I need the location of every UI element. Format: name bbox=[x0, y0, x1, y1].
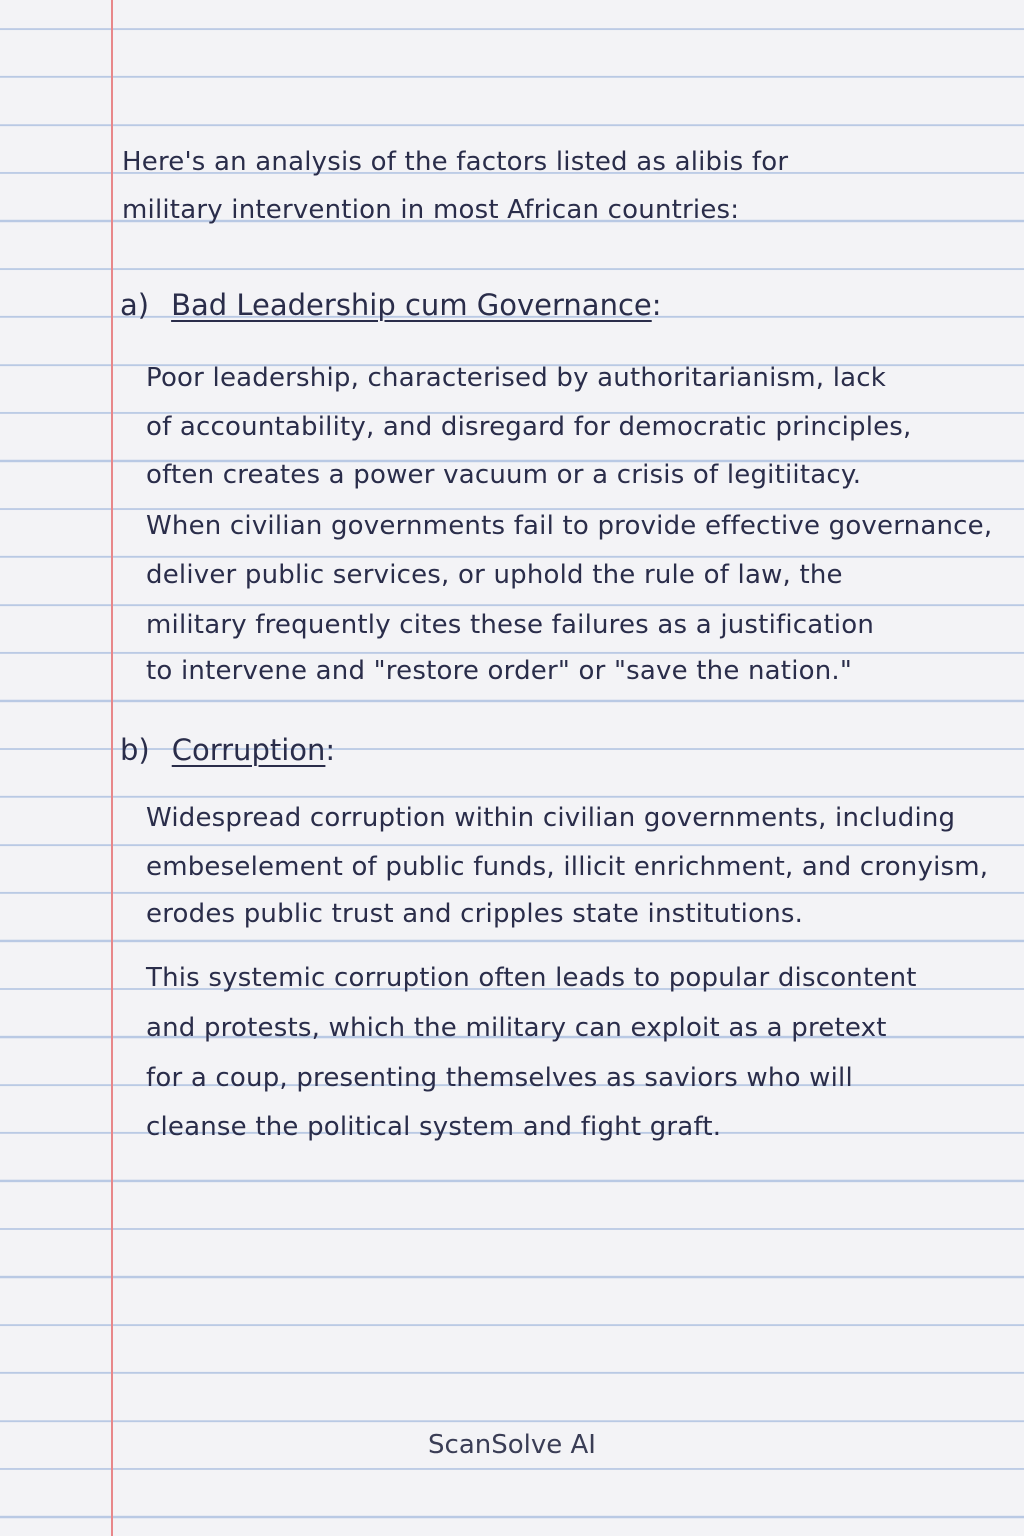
section-a-line-5: deliver public services, or uphold the rule of law, the bbox=[146, 560, 843, 590]
section-a-heading bbox=[120, 288, 662, 322]
section-a-marker: a) bbox=[120, 288, 150, 322]
section-a-colon: : bbox=[651, 288, 662, 322]
margin-line bbox=[111, 0, 113, 1536]
section-b-marker: b) bbox=[120, 733, 150, 767]
footer-brand: ScanSolve AI bbox=[428, 1430, 596, 1460]
section-a-line-3: often creates a power vacuum or a crisis of legitiitacy. bbox=[146, 460, 862, 490]
section-b-heading bbox=[120, 733, 335, 767]
section-b-line-6: for a coup, presenting themselves as saviors who will bbox=[146, 1063, 853, 1093]
section-a-line-7: to intervene and "restore order" or "save the nation." bbox=[146, 656, 853, 686]
section-b-colon: : bbox=[325, 733, 336, 767]
section-b-line-4: This systemic corruption often leads to popular discontent bbox=[146, 963, 917, 993]
section-b-line-1: Widespread corruption within civilian governments, including bbox=[146, 803, 956, 833]
section-b-line-3: erodes public trust and cripples state institutions. bbox=[146, 899, 804, 929]
section-a-line-6: military frequently cites these failures as a justification bbox=[146, 610, 875, 640]
section-a-line-1: Poor leadership, characterised by authoritarianism, lack bbox=[146, 363, 887, 393]
intro-line-1: Here's an analysis of the factors listed as alibis for bbox=[122, 147, 789, 177]
section-b-title: Corruption bbox=[171, 733, 326, 767]
intro-line-2: military intervention in most African countries: bbox=[122, 195, 740, 225]
section-b-line-2: embeselement of public funds, illicit enrichment, and cronyism, bbox=[146, 852, 989, 882]
section-b-line-5: and protests, which the military can exploit as a pretext bbox=[146, 1013, 887, 1043]
section-a-title: Bad Leadership cum Governance bbox=[171, 288, 652, 322]
section-a-line-2: of accountability, and disregard for democratic principles, bbox=[146, 412, 912, 442]
section-a-line-4: When civilian governments fail to provide effective governance, bbox=[146, 511, 993, 541]
section-b-line-7: cleanse the political system and fight graft. bbox=[146, 1112, 722, 1142]
